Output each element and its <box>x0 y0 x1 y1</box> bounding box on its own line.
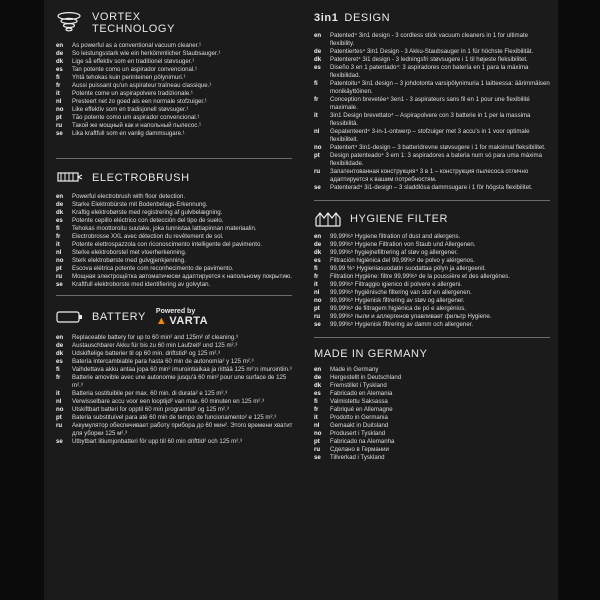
claim-text: So leistungsstark wie ein herkömmlicher Staubsauger.¹ <box>72 50 221 57</box>
lang-code: fi <box>314 265 318 272</box>
list-item <box>314 446 552 454</box>
list-item <box>314 414 552 422</box>
claim-text: Kraftig elektrobørste med registrering af gulvbelægning. <box>72 209 223 216</box>
lang-code: dk <box>56 350 64 357</box>
claim-text: Sterke elektroborstel met vloerherkenning. <box>72 249 187 256</box>
claim-text: 99,99%⁵ hygiënische filtering van stof en allergenen. <box>330 289 472 296</box>
section-divider <box>314 200 550 201</box>
claim-text: Udskiftelige batterier til op 60 min. driftstid² og 125 m².³ <box>72 350 221 357</box>
claim-text: Lika kraftfull som en vanlig dammsugare.¹ <box>72 130 185 137</box>
list-item <box>314 32 552 48</box>
made-list <box>314 366 552 462</box>
lang-code: it <box>56 241 60 248</box>
lang-code: de <box>314 48 322 55</box>
lang-code: fr <box>314 96 319 103</box>
lang-code: fr <box>56 374 61 381</box>
lang-code: en <box>314 32 322 39</box>
left-column <box>56 6 294 446</box>
list-item <box>56 358 294 366</box>
lang-code: en <box>314 233 322 240</box>
claim-text: 99,99 %⁵ Hygieniasuodatin suodattaa pölyn ja allergeenit. <box>330 265 486 272</box>
list-item <box>56 209 294 217</box>
design-title: DESIGN <box>344 12 391 24</box>
claim-text: Аккумулятор обеспечивает работу прибора до 60 мин². Этого времени хватит для уборки 125 м².³ <box>72 422 293 437</box>
list-item <box>56 106 294 114</box>
electrobrush-title: ELECTROBRUSH <box>92 172 190 184</box>
claim-text: Hergestellt in Deutschland <box>330 374 402 381</box>
list-item <box>314 366 552 374</box>
claim-text: 99,99%⁵ de filtragem higiénica de pó e alergénios. <box>330 305 466 312</box>
section-header <box>56 6 294 40</box>
list-item <box>56 233 294 241</box>
list-item <box>56 406 294 414</box>
list-item <box>314 305 552 313</box>
claim-text: Utbytbart litiumjonbatteri för upp till 60 min drifttid² och 125 m².³ <box>72 438 243 445</box>
list-item <box>56 422 294 438</box>
claim-text: 99,99%⁵ hygiejnefiltrering af støv og allergener. <box>330 249 458 256</box>
claim-text: 99,99%⁵ Filtraggio igienico di polvere e allergeni. <box>330 281 462 288</box>
lang-code: es <box>56 358 63 365</box>
list-item <box>56 398 294 406</box>
lang-code: de <box>56 201 64 208</box>
claim-text: Tehokas moottoroitu suulake, joka tunnistaa lattiapinnan materiaalin. <box>72 225 257 232</box>
claim-text: Patenteret⁴ 3i1 design - 3 ledningsfri støvsugere i 1 til højeste fleksibilitet. <box>330 56 528 63</box>
hygiene-list <box>314 233 552 329</box>
claim-text: 99,99%⁵ Hygiene filtration of dust and allergens. <box>330 233 461 240</box>
lang-code: ru <box>314 446 321 453</box>
section-divider <box>56 158 292 159</box>
lang-code: pt <box>56 114 62 121</box>
list-item <box>314 382 552 390</box>
section-divider <box>314 337 550 338</box>
varta-brand-label: VARTA <box>169 314 209 327</box>
list-item <box>56 50 294 58</box>
varta-brand <box>156 316 208 327</box>
claim-text: Bateria substituível para até 60 min de tempo de funcionamento² e 125 m².³ <box>72 414 277 421</box>
lang-code: fi <box>314 80 318 87</box>
lang-code: pt <box>314 438 320 445</box>
lang-code: no <box>56 406 64 413</box>
claim-text: Produsert i Tyskland <box>330 430 386 437</box>
list-item <box>56 98 294 106</box>
claim-text: 99,99%⁵ пыли и аллергенов улавливает фильтр Hygiene. <box>330 313 492 320</box>
lang-code: it <box>56 390 60 397</box>
lang-code: it <box>314 281 318 288</box>
list-item <box>314 241 552 249</box>
lang-code: se <box>56 438 63 445</box>
claim-text: Utskiftbart batteri for opptil 60 min programtid² og 125 m².³ <box>72 406 229 413</box>
list-item <box>56 130 294 138</box>
hygiene-filter-icon <box>314 210 344 228</box>
claim-text: Escova elétrica potente com reconhecimento de pavimento. <box>72 265 234 272</box>
list-item <box>56 42 294 50</box>
lang-code: dk <box>314 249 322 256</box>
battery-icon <box>56 310 86 324</box>
lang-code: de <box>56 50 64 57</box>
lang-code: es <box>56 66 63 73</box>
lang-code: de <box>314 374 322 381</box>
list-item <box>314 406 552 414</box>
lang-code: fr <box>56 82 61 89</box>
list-item <box>314 128 552 144</box>
list-item <box>314 430 552 438</box>
claim-text: Filtration Hygiène: filtre 99,99%⁵ de la poussière et des allergènes. <box>330 273 511 280</box>
claim-text: Yhtä tehokas kuin perinteinen pölynimuri.¹ <box>72 74 186 81</box>
list-item <box>314 152 552 168</box>
lang-code: ru <box>314 313 321 320</box>
list-item <box>56 366 294 374</box>
list-item <box>56 334 294 342</box>
varta-flame-icon: ▲ <box>155 314 168 327</box>
lang-code: fr <box>314 406 319 413</box>
claim-text: Presteert net zo goed als een normale stofzuiger.¹ <box>72 98 207 105</box>
claim-text: Diseño 3 en 1 patentado⁴: 3 aspiradores con batería en 1 para la máxima flexibilidad. <box>330 64 529 79</box>
section-hygiene-filter <box>314 207 552 329</box>
battery-list <box>56 334 294 446</box>
claim-text: Valmistettu Saksassa <box>330 398 388 405</box>
vortex-icon <box>56 11 86 35</box>
claim-text: 99,99%⁵ Hygienisk filtrering av støv og allergener. <box>330 297 465 304</box>
list-item <box>314 233 552 241</box>
lang-code: dk <box>314 382 322 389</box>
claim-text: Electrobrosse XXL avec détection du revêtement de sol. <box>72 233 224 240</box>
list-item <box>314 265 552 273</box>
lang-code: pt <box>314 305 320 312</box>
list-item <box>56 82 294 90</box>
hygiene-title: HYGIENE FILTER <box>350 213 449 225</box>
claim-text: Запатентованная конструкция⁴ 3 в 1 – конструкция пылесоса отлично адаптируется к вашим потребностям. <box>330 168 529 183</box>
list-item <box>314 144 552 152</box>
claim-text: Fabricado en Alemania <box>330 390 393 397</box>
electrobrush-icon <box>56 169 86 187</box>
vortex-list <box>56 42 294 138</box>
claim-text: Filtración higiénica del 99,99%⁵ de polvo y alérgenos. <box>330 257 475 264</box>
section-header <box>314 344 552 364</box>
list-item <box>314 289 552 297</box>
lang-code: es <box>314 390 321 397</box>
claim-text: Fabricado na Alemanha <box>330 438 395 445</box>
lang-code: fi <box>314 398 318 405</box>
claim-text: Made in Germany <box>330 366 379 373</box>
powered-by-label: Powered by <box>155 307 196 315</box>
list-item <box>314 168 552 184</box>
claim-text: Gepatenteerd⁴ 3-in-1-ontwerp – stofzuiger met 3 accu's in 1 voor optimale flexibiliteit. <box>330 128 530 143</box>
list-item <box>56 390 294 398</box>
claim-text: Design patenteado⁴ 3 em 1: 3 aspiradores a bateria num só para uma máxima flexibilidade. <box>330 152 542 167</box>
claim-text: Powerful electrobrush with floor detection. <box>72 193 186 200</box>
design-list <box>314 32 552 192</box>
list-item <box>314 398 552 406</box>
list-item <box>56 193 294 201</box>
lang-code: pt <box>56 414 62 421</box>
claim-text: Potente cepillo eléctrico con detección del tipo de suelo. <box>72 217 224 224</box>
claim-text: Potente come un aspirapolvere tradizionale.¹ <box>72 90 193 97</box>
claim-text: Vaihdettava akku antaa jopa 60 min² imurointiaikaa ja riittää 125 m²:n imurointiin.³ <box>72 366 292 373</box>
list-item <box>56 249 294 257</box>
lang-code: se <box>314 321 321 328</box>
lang-code: fr <box>56 233 61 240</box>
lang-code: nl <box>56 249 62 256</box>
list-item <box>314 64 552 80</box>
lang-code: ru <box>56 422 63 429</box>
claim-text: Replaceable battery for up to 60 min² and 125m² of cleaning.³ <box>72 334 238 341</box>
section-electrobrush <box>56 165 294 289</box>
lang-code: se <box>314 184 321 191</box>
lang-code: de <box>56 342 64 349</box>
claim-text: As powerful as a conventional vacuum cleaner.¹ <box>72 42 202 49</box>
section-battery <box>56 302 294 446</box>
list-item <box>314 96 552 112</box>
lang-code: fr <box>314 273 319 280</box>
made-title: MADE IN GERMANY <box>314 348 428 360</box>
list-item <box>56 201 294 209</box>
lang-code: it <box>314 414 318 421</box>
lang-code: pt <box>56 265 62 272</box>
lang-code: fi <box>56 74 60 81</box>
lang-code: no <box>314 297 322 304</box>
lang-code: dk <box>314 56 322 63</box>
lang-code: fi <box>56 366 60 373</box>
list-item <box>314 313 552 321</box>
varta-logo <box>156 308 208 327</box>
claim-text: Сделано в Германии <box>330 446 389 453</box>
claim-text: Patented⁴ 3in1 design - 3 cordless stick vacuum cleaners in 1 for ultimate flexibility. <box>330 32 529 47</box>
claim-text: Fabriqué en Allemagne <box>330 406 393 413</box>
list-item <box>314 374 552 382</box>
lang-code: ru <box>56 122 63 129</box>
lang-code: en <box>56 193 64 200</box>
list-item <box>314 249 552 257</box>
lang-code: es <box>56 217 63 224</box>
section-made-in-germany <box>314 344 552 462</box>
list-item <box>314 422 552 430</box>
claim-text: 3in1 Design brevettato⁴ – Aspirapolvere con 3 batterie in 1 per la massima flessibilità. <box>330 112 531 127</box>
claim-text: Fremstillet i Tyskland <box>330 382 387 389</box>
claim-text: Gemaakt in Duitsland <box>330 422 389 429</box>
list-item <box>314 273 552 281</box>
list-item <box>56 374 294 390</box>
claim-text: Мощная электрощётка автоматически адаптируется к напольному покрытию. <box>72 273 293 280</box>
claim-text: Prodotto in Germania <box>330 414 388 421</box>
section-header <box>56 165 294 191</box>
list-item <box>56 265 294 273</box>
list-item <box>314 48 552 56</box>
lang-code: nl <box>314 289 320 296</box>
list-item <box>314 80 552 96</box>
section-vortex <box>56 6 294 138</box>
claim-text: Kraftfull elektroborste med identifiering av golvytan. <box>72 281 211 288</box>
list-item <box>314 297 552 305</box>
lang-code: se <box>56 281 63 288</box>
list-item <box>56 217 294 225</box>
design-title-prefix: 3in1 <box>314 12 339 24</box>
list-item <box>56 414 294 422</box>
electrobrush-list <box>56 193 294 289</box>
vortex-title-line2: TECHNOLOGY <box>92 23 176 35</box>
list-item <box>314 438 552 446</box>
lang-code: se <box>56 130 63 137</box>
claim-text: Austauschbarer Akku für bis zu 60 min Laufzeit² und 125 m².³ <box>72 342 238 349</box>
claim-text: Batterie amovible avec une autonomie jusqu'à 60 min² pour une surface de 125 m².³ <box>72 374 287 389</box>
claim-text: Batería intercambiable para hasta 60 min de autonomía² y 125 m².³ <box>72 358 254 365</box>
lang-code: de <box>314 241 322 248</box>
claim-text: Verwisselbare accu voor een looptijd² van max. 60 minuten en 125 m².³ <box>72 398 265 405</box>
list-item <box>56 122 294 130</box>
claim-text: 99,99%⁵ Hygiene Filtration von Staub und Allergenen. <box>330 241 476 248</box>
list-item <box>56 281 294 289</box>
lang-code: es <box>314 257 321 264</box>
claim-text: Tillverkad i Tyskland <box>330 454 385 461</box>
section-header <box>314 6 552 30</box>
list-item <box>56 350 294 358</box>
claim-text: Lige så effektiv som en traditionel støvsuger.¹ <box>72 58 195 65</box>
right-column <box>314 6 552 462</box>
lang-code: es <box>314 64 321 71</box>
claim-text: Tan potente como un aspirador convencional.¹ <box>72 66 197 73</box>
lang-code: ru <box>314 168 321 175</box>
list-item <box>314 321 552 329</box>
claim-text: Starke Elektrobürste mit Bodenbelags-Erkennung. <box>72 201 208 208</box>
claim-text: Patenterad⁴ 3i1-design – 3 sladdlösa dammsugare i 1 för högsta flexibilitet. <box>330 184 533 191</box>
list-item <box>56 225 294 233</box>
list-item <box>56 74 294 82</box>
claim-text: Like effektiv som en tradisjonell støvsuger.¹ <box>72 106 189 113</box>
list-item <box>56 257 294 265</box>
list-item <box>56 90 294 98</box>
section-header <box>314 207 552 231</box>
vortex-title <box>92 11 175 35</box>
lang-code: it <box>314 112 318 119</box>
list-item <box>56 342 294 350</box>
list-item <box>56 241 294 249</box>
lang-code: ru <box>56 273 63 280</box>
list-item <box>56 273 294 281</box>
claim-text: Tão potente como um aspirador convencional.¹ <box>72 114 200 121</box>
list-item <box>314 454 552 462</box>
claim-text: Conception brevetée⁴ 3en1 - 3 aspirateurs sans fil en 1 pour une flexibilité maximale. <box>330 96 530 111</box>
section-divider <box>56 295 292 296</box>
vortex-title-line1: VORTEX <box>92 11 141 23</box>
claim-text: Potente elettrospazzola con riconoscimento intelligente del pavimento. <box>72 241 263 248</box>
claim-text: Sterk elektrobørste med gulvgjenkjenning. <box>72 257 186 264</box>
claim-text: Такой же мощный как и напольный пылесос.¹ <box>72 122 202 129</box>
product-info-panel <box>44 0 558 600</box>
list-item <box>56 66 294 74</box>
list-item <box>56 114 294 122</box>
lang-code: fi <box>56 225 60 232</box>
lang-code: no <box>314 144 322 151</box>
lang-code: en <box>56 42 64 49</box>
lang-code: en <box>314 366 322 373</box>
claim-text: Patentiertes⁴ 3in1 Design - 3 Akku-Staubsauger in 1 für höchste Flexibilität. <box>330 48 534 55</box>
claim-text: Batteria sostituibile per max. 60 min. di durata² e 125 m².³ <box>72 390 228 397</box>
list-item <box>314 281 552 289</box>
list-item <box>56 58 294 66</box>
lang-code: pt <box>314 152 320 159</box>
lang-code: it <box>56 90 60 97</box>
list-item <box>56 438 294 446</box>
lang-code: nl <box>314 422 320 429</box>
list-item <box>314 56 552 64</box>
lang-code: dk <box>56 58 64 65</box>
claim-text: 99,99%⁵ Hygienisk filtrering av damm och allergener. <box>330 321 474 328</box>
battery-title: BATTERY <box>92 311 146 323</box>
list-item <box>314 257 552 265</box>
lang-code: no <box>56 106 64 113</box>
lang-code: no <box>56 257 64 264</box>
lang-code: nl <box>56 398 62 405</box>
lang-code: en <box>56 334 64 341</box>
claim-text: Aussi puissant qu'un aspirateur traîneau classique.¹ <box>72 82 212 89</box>
lang-code: dk <box>56 209 64 216</box>
lang-code: nl <box>56 98 62 105</box>
list-item <box>314 184 552 192</box>
section-header <box>56 302 294 332</box>
claim-text: Patentert⁴ 3in1-design – 3 batteridrevne støvsugere i 1 for maksimal fleksibilitet. <box>330 144 546 151</box>
claim-text: Patentoitu⁴ 3in1 design – 3 johdotonta varsipölynimuria 1 laitteessa: äärimmäisen monikäyttöinen. <box>330 80 550 95</box>
lang-code: nl <box>314 128 320 135</box>
section-design <box>314 6 552 192</box>
list-item <box>314 112 552 128</box>
lang-code: se <box>314 454 321 461</box>
lang-code: no <box>314 430 322 437</box>
list-item <box>314 390 552 398</box>
